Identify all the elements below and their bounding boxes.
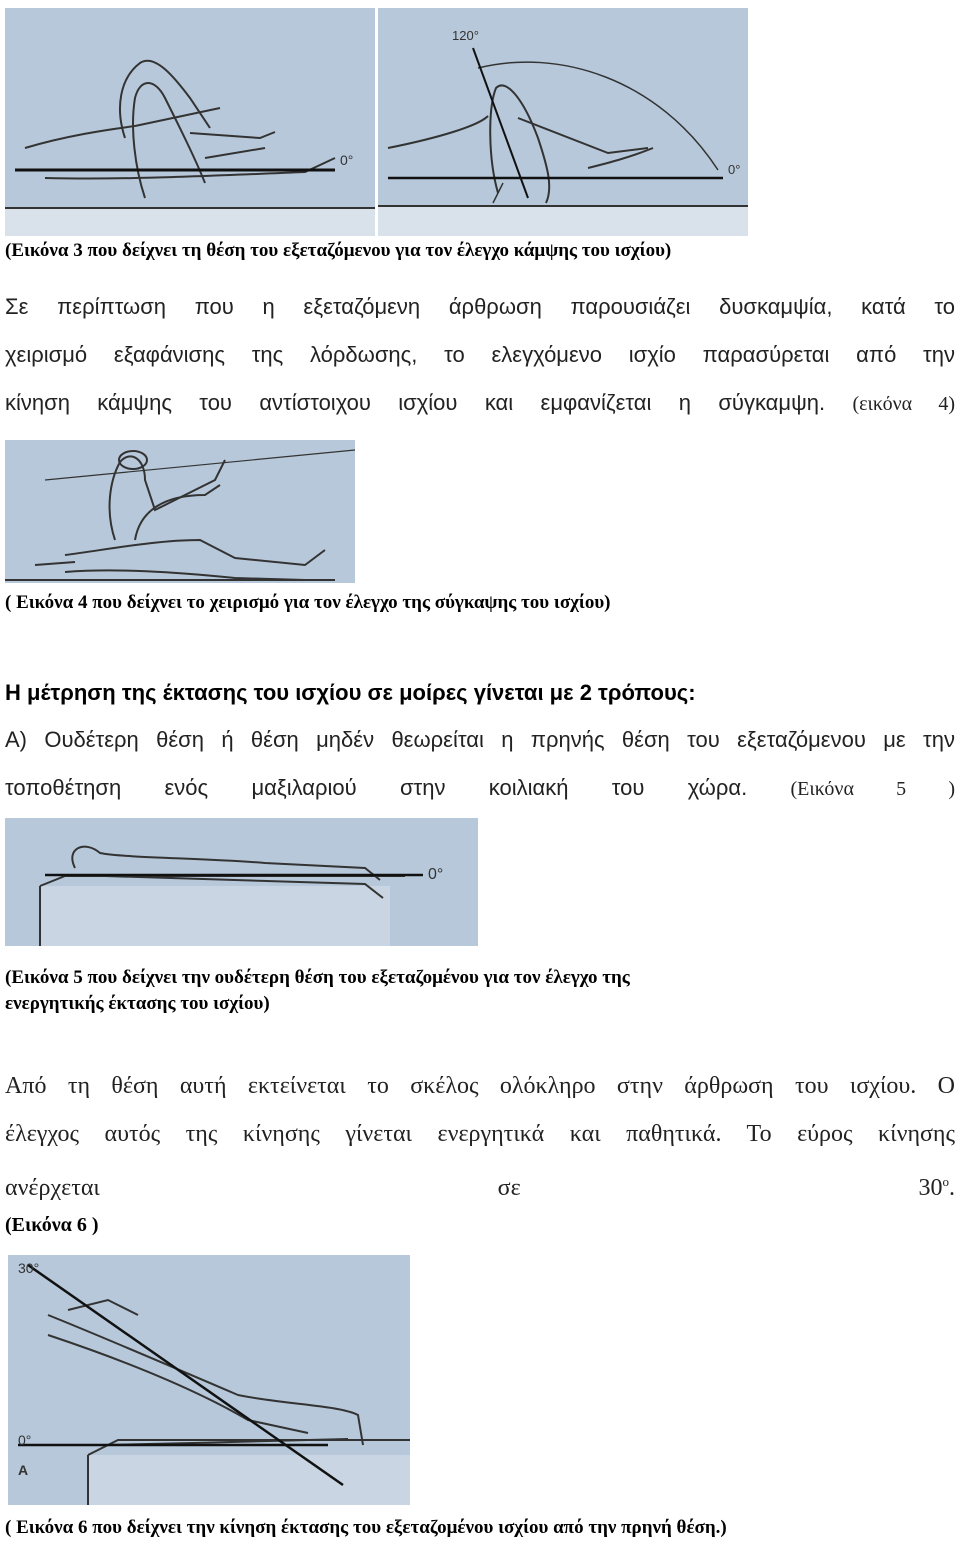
figure-3-left-zero-label: 0° [340,152,354,168]
figure-6-zero-label: 0° [18,1432,32,1448]
prone-extension-30-drawing [8,1255,410,1505]
hip-flexion-leg-drawing [5,8,375,236]
figure-5-zero-label: 0° [428,866,444,883]
figure-4-reference: (εικόνα 4) [852,393,955,415]
paragraph-stiffness-line-1: Σε περίπτωση που η εξεταζόμενη άρθρωση παρουσιάζει δυσκαμψία, κατά το [5,294,955,319]
figure-4-caption: ( Εικόνα 4 που δείχνει το χειρισμό για τον έλεγχο της σύγκαψης του ισχίου) [5,592,611,613]
hip-flexion-range-drawing [378,8,748,236]
paragraph-stiffness-text: κίνηση κάμψης του αντίστοιχου ισχίου και εμφανίζεται η σύγκαμψη. [5,390,826,415]
extension-heading: Η μέτρηση της έκτασης του ισχίου σε μοίρες γίνεται με 2 τρόπους: [5,680,696,705]
degree-superscript: ο [942,1174,949,1189]
figure-5-reference: (Εικόνα 5 ) [790,778,955,800]
figure-5-caption-line-1: (Εικόνα 5 που δείχνει την ουδέτερη θέση του εξεταζομένου για τον έλεγχο της [5,967,630,988]
figure-6-corner-label: A [18,1462,29,1478]
figure-3-right-120-label: 120° [452,28,479,43]
paragraph-extension-range [5,1062,955,1212]
paragraph-stiffness [5,283,955,428]
figure-4-illustration [5,440,355,583]
paragraph-stiffness-line-2: χειρισμό εξαφάνισης της λόρδωσης, το ελεγχόμενο ισχίο παρασύρεται από την [5,342,955,367]
paragraph-stiffness-line-3 [5,379,955,428]
paragraph-range-end: . [949,1175,955,1201]
contracture-test-drawing [5,440,355,583]
figure-6-illustration [8,1255,410,1505]
figure-3-caption: (Εικόνα 3 που δείχνει τη θέση του εξεταζόμενου για τον έλεγχο κάμψης του ισχίου) [5,240,672,261]
figure-6-caption: ( Εικόνα 6 που δείχνει την κίνηση έκτασης του εξεταζομένου ισχίου από την πρηνή θέση.) [5,1517,727,1538]
figure-3-right-zero-label: 0° [728,162,741,177]
paragraph-neutral-position [5,716,955,813]
paragraph-range-text: ανέρχεται σε 30 [5,1175,943,1201]
paragraph-range-line-3 [5,1158,955,1212]
figure-3-right-illustration [378,8,748,236]
figure-3-left-illustration [5,8,375,236]
paragraph-neutral-text: τοποθέτηση ενός μαξιλαριού στην κοιλιακή του χώρα. [5,775,748,800]
prone-neutral-drawing [5,818,478,946]
figure-5-caption [5,965,945,1017]
paragraph-neutral-line-1: Α) Ουδέτερη θέση ή θέση μηδέν θεωρείται η πρηνής θέση του εξεταζόμενου με την [5,727,955,752]
figure-6-reference: (Εικόνα 6 ) [5,1214,99,1236]
paragraph-range-line-2: έλεγχος αυτός της κίνησης γίνεται ενεργητικά και παθητικά. Το εύρος κίνησης [5,1121,955,1147]
figure-5-caption-line-2: ενεργητικής έκτασης του ισχίου) [5,993,270,1014]
paragraph-range-line-1: Από τη θέση αυτή εκτείνεται το σκέλος ολόκληρο στην άρθρωση του ισχίου. Ο [5,1073,955,1099]
figure-5-illustration [5,818,478,946]
paragraph-neutral-line-2 [5,764,955,813]
figure-6-30-label: 30° [18,1260,40,1276]
